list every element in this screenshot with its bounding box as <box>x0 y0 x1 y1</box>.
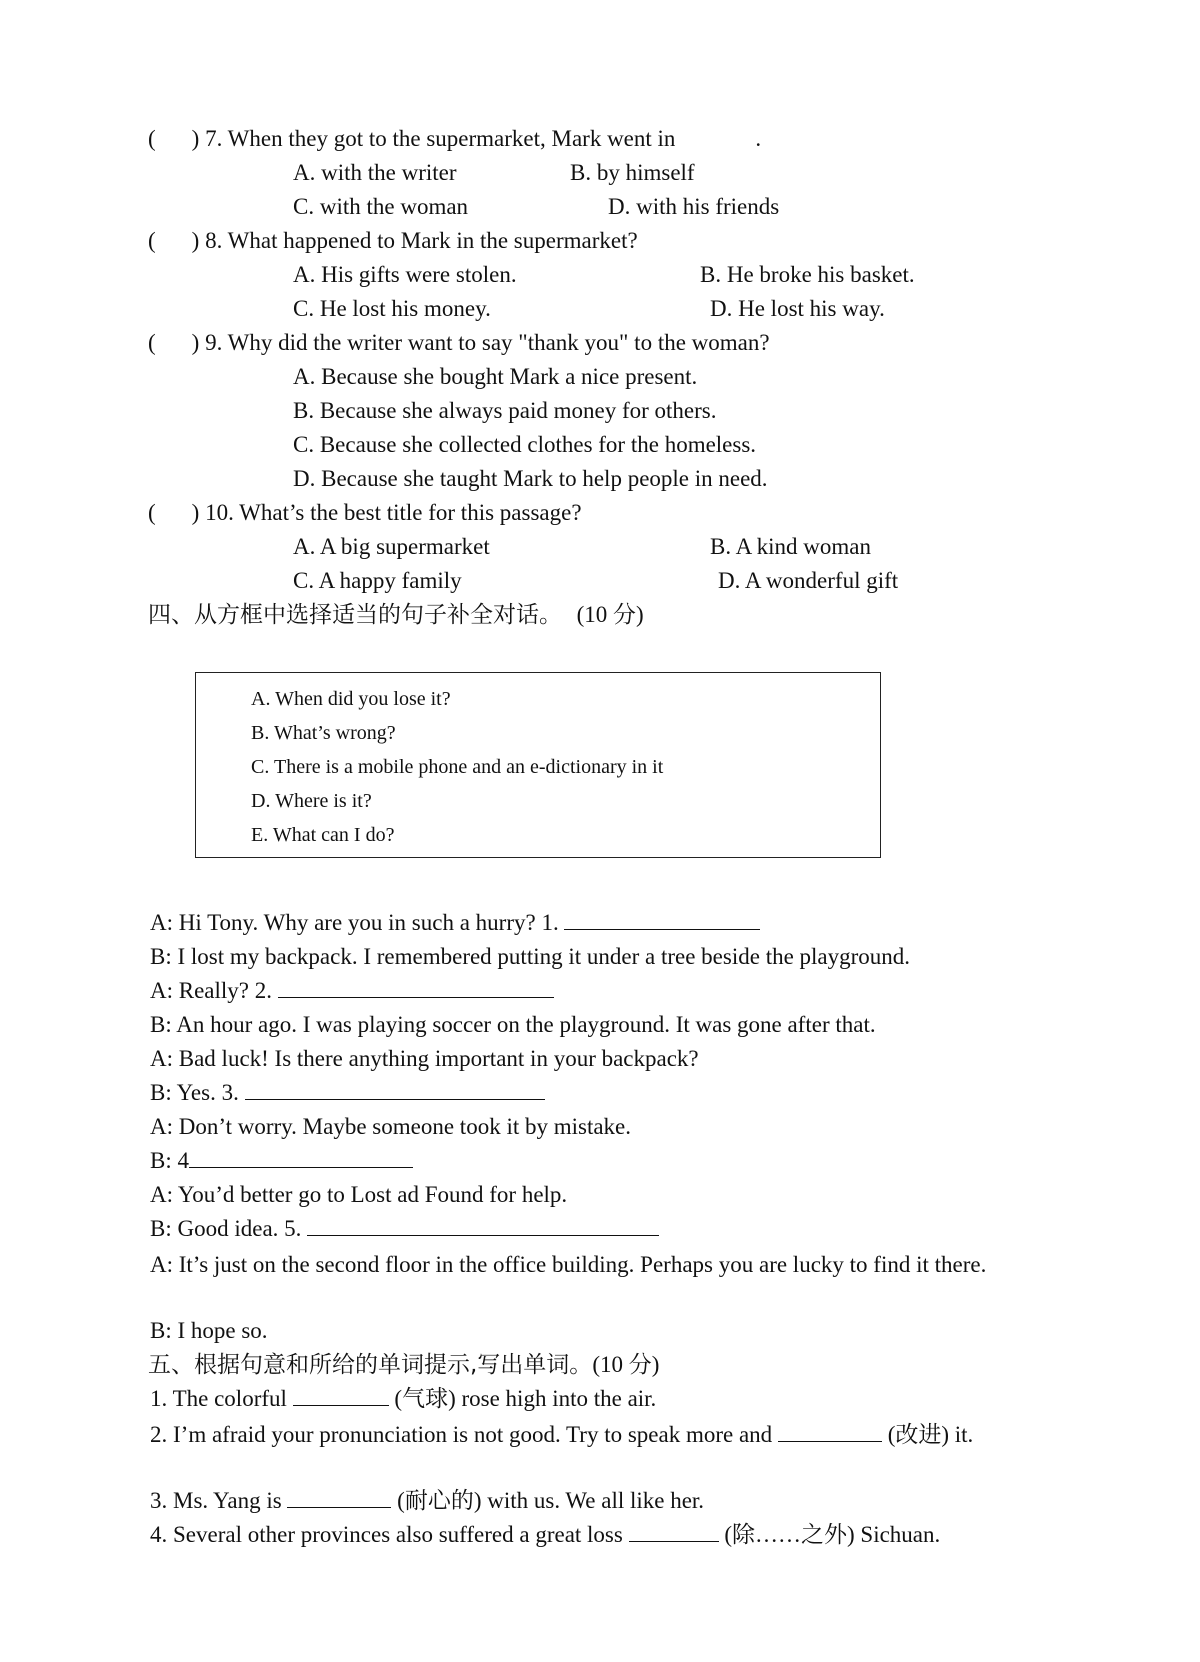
option-d: D. He lost his way. <box>710 296 885 321</box>
option-a: A. His gifts were stolen. <box>293 262 517 287</box>
option-d: D. Because she taught Mark to help people in need. <box>293 466 768 491</box>
option-c: C. A happy family <box>293 568 462 593</box>
box-option-d: D. Where is it? <box>251 790 372 812</box>
word-question-2: 2. I’m afraid your pronunciation is not good. Try to speak more and (改进) it. <box>150 1422 974 1447</box>
question-stem: 8. What happened to Mark in the supermarket? <box>205 228 638 253</box>
dialogue-line: A: It’s just on the second floor in the office building. Perhaps you are lucky to find it there. <box>150 1252 987 1277</box>
dialogue-line: B: Yes. 3. <box>150 1078 545 1108</box>
dialogue-line: B: I lost my backpack. I remembered putting it under a tree beside the playground. <box>150 944 911 969</box>
word-hint: (气球) <box>394 1386 456 1411</box>
answer-paren-close: ) <box>191 126 200 151</box>
word-blank[interactable] <box>293 1385 389 1406</box>
option-b: B. by himself <box>570 160 695 185</box>
option-a: A. with the writer <box>293 160 457 185</box>
dialogue-line: A: Don’t worry. Maybe someone took it by mistake. <box>150 1114 632 1139</box>
option-c: C. Because she collected clothes for the homeless. <box>293 432 757 457</box>
question-stem: 7. When they got to the supermarket, Mark went in <box>205 126 676 151</box>
word-blank[interactable] <box>287 1487 391 1508</box>
blank-2[interactable] <box>278 977 554 998</box>
word-hint: (耐心的) <box>397 1488 482 1513</box>
option-a: A. Because she bought Mark a nice present. <box>293 364 698 389</box>
option-c: C. He lost his money. <box>293 296 491 321</box>
box-option-e: E. What can I do? <box>251 824 395 846</box>
dialogue-line: B: An hour ago. I was playing soccer on the playground. It was gone after that. <box>150 1012 876 1037</box>
option-b: B. Because she always paid money for others. <box>293 398 717 423</box>
option-d: D. A wonderful gift <box>718 568 899 593</box>
sentence-choice-box <box>195 672 881 858</box>
blank-3[interactable] <box>245 1079 545 1100</box>
option-d: D. with his friends <box>608 194 780 219</box>
dialogue-line: A: Really? 2. <box>150 976 554 1006</box>
blank-1[interactable] <box>564 909 760 930</box>
answer-paren-open: ( <box>148 126 156 151</box>
dialogue-line: B: Good idea. 5. <box>150 1214 659 1244</box>
question-9: ( ) 9. Why did the writer want to say "thank you" to the woman? <box>148 330 770 355</box>
dialogue-line: A: Hi Tony. Why are you in such a hurry? 1. <box>150 908 760 938</box>
option-c: C. with the woman <box>293 194 469 219</box>
dialogue-line: A: Bad luck! Is there anything important in your backpack? <box>150 1046 699 1071</box>
question-stem: 9. Why did the writer want to say "thank you" to the woman? <box>205 330 770 355</box>
word-blank[interactable] <box>778 1421 882 1442</box>
option-a: A. A big supermarket <box>293 534 490 559</box>
dialogue-line: B: 4 <box>150 1146 413 1176</box>
question-8: ( ) 8. What happened to Mark in the supermarket? <box>148 228 638 253</box>
word-question-1: 1. The colorful (气球) rose high into the air. <box>150 1386 657 1411</box>
section-4-heading: 四、从方框中选择适当的句子补全对话。 (10 分) <box>148 602 644 628</box>
box-option-a: A. When did you lose it? <box>251 688 451 710</box>
question-10: ( ) 10. What’s the best title for this passage? <box>148 500 582 525</box>
word-question-4: 4. Several other provinces also suffered a great loss (除……之外) Sichuan. <box>150 1522 941 1547</box>
word-blank[interactable] <box>629 1521 719 1542</box>
word-question-3: 3. Ms. Yang is (耐心的) with us. We all like her. <box>150 1488 705 1513</box>
box-option-b: B. What’s wrong? <box>251 722 396 744</box>
blank-5[interactable] <box>307 1215 659 1236</box>
dialogue-line: A: You’d better go to Lost ad Found for help. <box>150 1182 568 1207</box>
blank-4[interactable] <box>189 1147 413 1168</box>
dialogue-line: B: I hope so. <box>150 1318 268 1343</box>
box-option-c: C. There is a mobile phone and an e-dictionary in it <box>251 756 664 778</box>
section-5-heading: 五、根据句意和所给的单词提示,写出单词。(10 分) <box>148 1352 660 1378</box>
word-hint: (除……之外) <box>724 1522 855 1547</box>
option-b: B. A kind woman <box>710 534 872 559</box>
question-stem: 10. What’s the best title for this passage? <box>205 500 582 525</box>
question-7: ( ) 7. When they got to the supermarket, Mark went in . <box>148 126 762 151</box>
option-b: B. He broke his basket. <box>700 262 915 287</box>
word-hint: (改进) <box>887 1422 950 1447</box>
